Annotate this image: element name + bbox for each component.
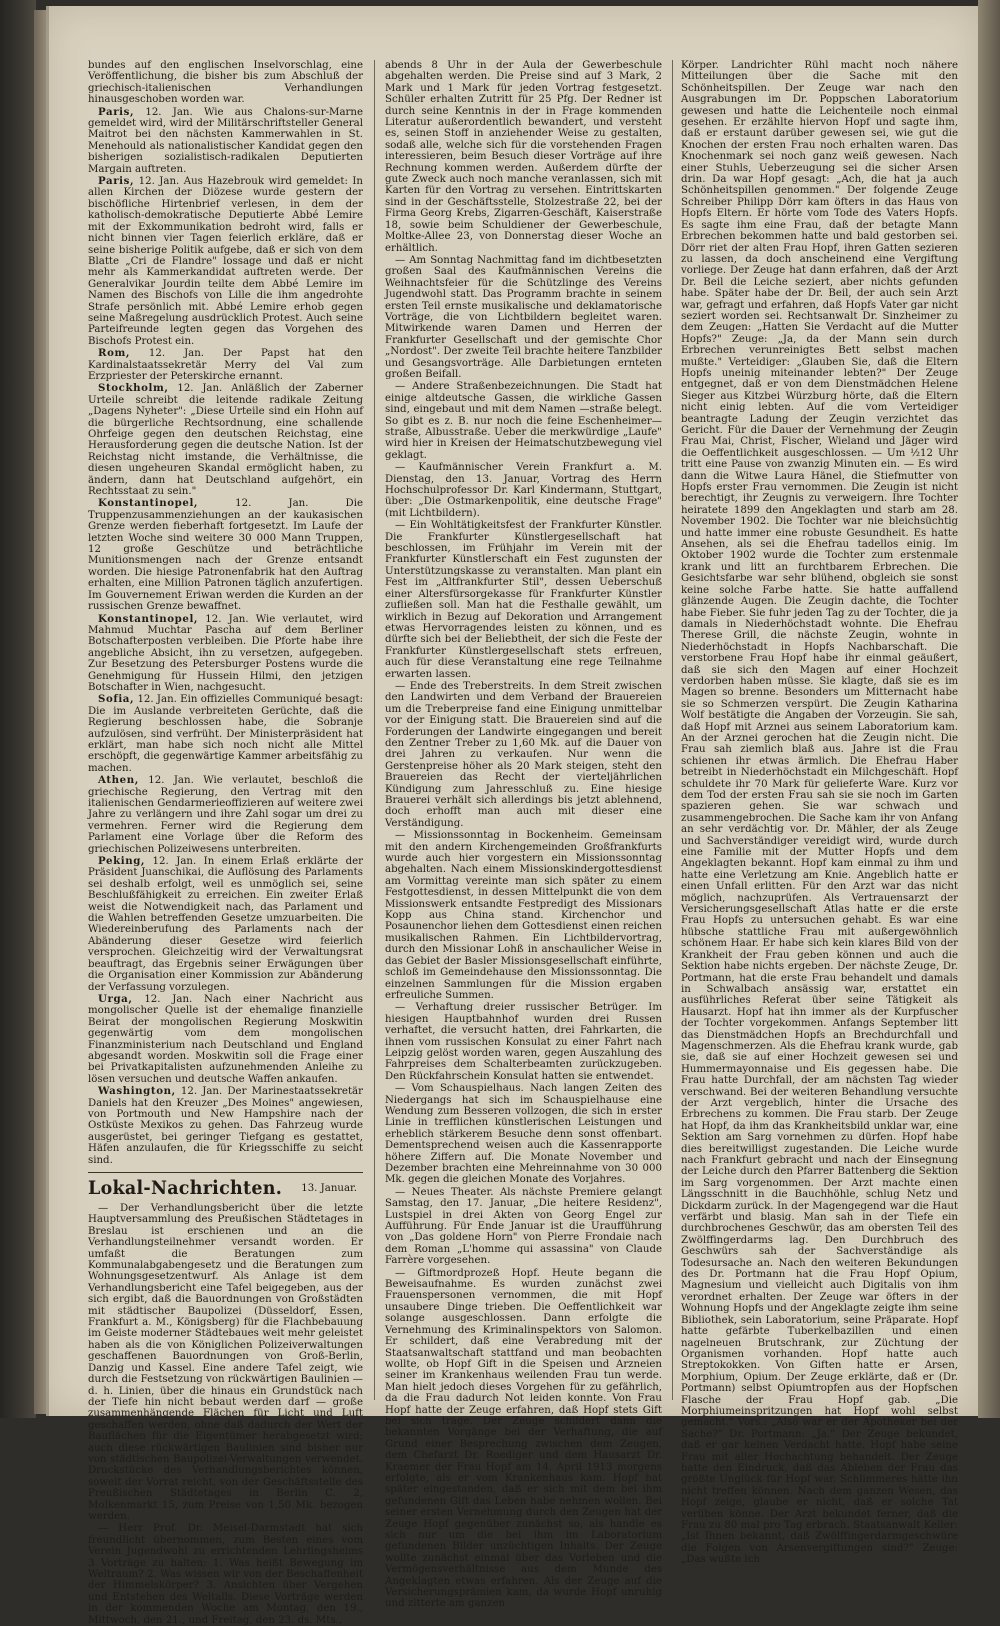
dateline: Sofia, <box>98 693 135 706</box>
news-body: 12. Jan. Ein offizielles Communiqué besagt: Die im Auslande verbreiteten Gerüchte, daß die Regierung beschlossen habe, die Sobranje aufzulösen, sind verfrüht. Der Ministerpräsident hat erklärt, man habe sich noch nicht alle Mittel erschöpft, die gegenwärtige Kammer arbeitsfähig zu machen. <box>88 694 363 774</box>
article-paragraph: — Vom Schauspielhaus. Nach langen Zeiten des Niedergangs hat sich im Schauspielhause eine Wendung zum Besseren vollzogen, die sich in erster Linie in trefflichen künstlerischen Leistungen und erheblich stärkerem Besuche denn sonst offenbart. Dementsprechend weisen auch die Kassenrapporte höhere Ziffern auf. Die Monate November und Dezember brachten eine Mehreinnahme von 30 000 Mk. gegen die gleichen Monate des Vorjahres. <box>385 1083 662 1186</box>
section-date: 13. Januar. <box>301 1183 357 1194</box>
article-paragraph: bundes auf den englischen Inselvorschlag, eine Veröffentlichung, die bisher bis zum Abschluß der griechisch-italienischen Verhandlungen hinausgeschoben worden war. <box>88 60 363 106</box>
article-paragraph: abends 8 Uhr in der Aula der Gewerbeschule abgehalten werden. Die Preise sind auf 3 Mark, 2 Mark und 1 Mark für jeden Vortrag festgesetzt. Schüler erhalten Zutritt für 25 Pfg. Der Redner ist durch seine Kenntnis in der in Frage kommenden Literatur außerordentlich bewandert, und versteht es, seinen Stoff in anziehender Weise zu gestalten, sodaß alle, welche sich für die vorstehenden Fragen interessieren, beim Besuch dieser Vorträge auf ihre Rechnung kommen werden. Außerdem dürfte der gute Zweck auch noch manche veranlassen, sich mit Karten für den Vortrag zu versehen. Eintrittskarten sind in der Geschäftsstelle, Stolzestraße 22, bei der Firma Georg Krebs, Zigarren-Geschäft, Kaiserstraße 18, sowie beim Schuldiener der Gewerbeschule, Moltke-Allee 23, von Donnerstag dieser Woche an erhältlich. <box>385 60 662 254</box>
dateline: Urga, <box>98 992 133 1005</box>
news-body: 12. Jan. Aus Hazebrouk wird gemeldet: In allen Kirchen der Diözese wurde gestern der bischöfliche Hirtenbrief verlesen, in dem der katholisch-demokratische Deputierte Abbé Lemire mit der Exkommunikation bedroht wird, falls er nicht binnen vier Tagen feierlich erkläre, daß er seine bisherige Politik aufgebe, daß er sich von dem Blatte „Cri de Flandre" lossage und daß er nicht mehr als Kammerkandidat auftreten werde. Der Generalvikar Jourdin teilte dem Abbé Lemire im Namen des Bischofs von Lille die ihm angedrohte Strafe persönlich mit. Abbé Lemire erhob gegen seine Maßregelung ausdrücklich Protest. Auch seine Parteifreunde legten gegen das Vorgehen des Bischofs Protest ein. <box>88 176 363 347</box>
dateline: Paris, <box>98 175 135 188</box>
column-1 <box>88 60 363 1626</box>
article-paragraph: — Missionssonntag in Bockenheim. Gemeinsam mit den andern Kirchengemeinden Großfrankfurts wurde auch hier vorgestern ein Missionssonntag abgehalten. Nach einem Missionskindergottesdienst am Vormittag vereinte man sich später zu einem Festgottesdienst, in dessen Mittelpunkt die von dem Missionswerk entsandte Festpredigt des Missionars Kopp aus China stand. Kirchenchor und Posaunenchor liehen dem Gottesdienst einen reichen musikalischen Rahmen. Ein Lichtbildervortrag, durch den Missionar Lohß in anschaulicher Weise in das Gebiet der Basler Missionsgesellschaft einführte, schloß im Gemeindehause den Missionssonntag. Die einzelnen Sammlungen für die Mission ergaben erfreuliche Summen. <box>385 830 662 1001</box>
section-title: Lokal-Nachrichten. <box>88 1177 283 1199</box>
news-item-konstantinopel <box>88 498 363 612</box>
news-body: 12. Jan. Wie aus Chalons-sur-Marne gemeldet wird, wird der Militärschriftsteller General Maitrot bei den nächsten Kammerwahlen in St. Menehould als nationalistischer Kandidat gegen den bisherigen sozialistisch-radikalen Deputierten Margain auftreten. <box>88 106 363 175</box>
article-paragraph: — Verhaftung dreier russischer Betrüger. Im hiesigen Hauptbahnhof wurden drei Russen verhaftet, die versucht hatten, drei Fahrkarten, die ihnen vom russischen Konsulat zu einer Fahrt nach Leipzig gelöst worden waren, gegen Auszahlung des Fahrpreises dem Schalterbeamten zurückzugeben. Den Rückfahrschein Konsulat hatten sie entwendet. <box>385 1002 662 1082</box>
dateline: Konstantinopel, <box>98 612 199 625</box>
dateline: Konstantinopel, <box>98 497 199 510</box>
article-paragraph: — Neues Theater. Als nächste Premiere gelangt Samstag, den 17. Januar, „Die heitere Residenz", Lustspiel in drei Akten von Georg Engel zur Aufführung. Für Ende Januar ist die Uraufführung von „Das goldene Horn" von Pierre Frondaie nach dem Roman „L'homme qui assassina" von Claude Farrère vorgesehen. <box>385 1186 662 1267</box>
article-paragraph: Körper. Landrichter Rühl macht noch nähere Mitteilungen über die Sache mit den Schönheitspillen. Der Zeuge war nach den Ausgrabungen im Dr. Poppschen Laboratorium gewesen und hatte die Leichenteile noch einmal gesehen. Er erzählte hiervon Hopf und sagte ihm, daß er erstaunt darüber gewesen sei, wie gut die Knochen der ersten Frau noch erhalten waren. Das Knochenmark sei noch ganz weiß gewesen. Nach einer Stuhls, Ueberzeugung sei die sicher Arsen drin. Da war Hopf gesagt: „Ach, die hat ja auch Schönheitspillen genommen." Der folgende Zeuge Schreiber Philipp Dörr kam öfters in das Haus von Hopfs Eltern. Er hörte vom Tode des Vaters Hopfs. Es sagte ihm eine Frau, daß der betagte Mann Erbrechen bekommen hatte und bald gestorben sei. Dörr riet der alten Frau Hopf, ihren Gatten sezieren zu lassen, da doch anscheinend eine Vergiftung vorliege. Der Zeuge hat dann erfahren, daß der Arzt Dr. Beil die Leiche seziert, aber nichts gefunden habe. Später habe der Dr. Beil, der auch sein Arzt war, gefragt und erfahren, daß Hopfs Vater gar nicht seziert worden sei. Rechtsanwalt Dr. Sinzheimer zu dem Zeugen: „Hatten Sie Verdacht auf die Mutter Hopfs?" Zeuge: „Ja, da der Mann sein durch Erbrechen verunreinigtes Bett selbst machen mußte." Verteidiger: „Glauben Sie, daß die Eltern Hopfs uneinig miteinander lebten?" Der Zeuge entgegnet, daß er von dem Dienstmädchen Helene Sieger aus Kitzbei Würzburg hörte, daß die Eltern nicht einig lebten. Auf die vom Verteidiger beantragte Ladung der Zeugin verzichtet das Gericht. Für die Dauer der Vernehmung der Zeugin Frau Mai, Christ, Fischer, Wieland und Jäger wird die Oeffentlichkeit ausgeschlossen. — Um ½12 Uhr tritt eine Pause von zwanzig Minuten ein. — Es wird dann die Witwe Laura Hänel, die Stiefmutter von Hopfs erster Frau vernommen. Die Zeugin ist nicht berechtigt, ihr Zeugnis zu verweigern. Ihre Tochter heiratete 1899 den Angeklagten und starb am 28. November 1902. Die Tochter war nie bleichsüchtig und hatte immer eine robuste Gesundheit. Es hatte Ansehen, als sei die Ehefrau tadellos einig. Im Oktober 1902 wurde die Tochter zum erstenmale krank und litt an furchtbarem Erbrechen. Die Gesichtsfarbe war sehr blühend, obgleich sie sonst keine solche Farbe hatte. Sie hatte auffallend glänzende Augen. Die Zeugin dachte, die Tochter habe Fieber. Sie fuhr jeden Tag zu der Tochter, die ja damals in Niederhöchstadt wohnte. Die Ehefrau Therese Grill, die nächste Zeugin, wohnte in Niederhöchstadt in Hopfs Nachbarschaft. Die verstorbene Frau Hopf habe ihr einmal geäußert, daß sie sich den Magen auf einer Hochzeit verdorben haben müsse. Sie klagte, daß sie es im Magen so brenne. Besonders um Mitternacht habe sie so Schmerzen verspürt. Die Zeugin Katharina Wolf bestätigte die Angaben der Vorzeugin. Sie sah, daß Hopf mit Arznei aus seinem Laboratorium kam. An der Arznei gerochen hat die Zeugin nicht. Die Frau sah ziemlich blaß aus. Jahre ist die Frau schienen ihr etwas ärmlich. Die Ehefrau Haber betreibt in Niederhöchstadt ein Milchgeschäft. Hopf schuldete ihr 70 Mark für gelieferte Ware. Kurz vor dem Tod der ersten Frau sah sie sie noch im Garten spazieren gehen. Sie war schwach und zusammengebrochen. Die Sache kam ihr von Anfang an sehr verdächtig vor. Dr. Mähler, der als Zeuge und Sachverständiger vereidigt wird, wurde durch eine Familie mit der Mutter Hopfs und dem Angeklagten bekannt. Hopf kam einmal zu ihm und hatte eine Verletzung am Knie. Angeblich hatte er einen Unfall erlitten. Für den Arzt war das nicht möglich, nachzuprüfen. Als Vertrauensarzt der Versicherungsgesellschaft Atlas hatte er die erste Frau Hopfs zu untersuchen gehabt. Es war eine hübsche stattliche Frau mit außergewöhnlich schönem Haar. Er habe sich kein klares Bild von der Krankheit der Frau geben können und auch die Sektion habe nichts ergeben. Der nächste Zeuge, Dr. Portmann, hat die erste Frau behandelt und damals in Schwalbach ansässig war, erstattet ein ausführliches Referat über seine Tätigkeit als Hausarzt. Hopf hat ihn immer als der Kurpfuscher der Tochter vorgekommen. Anfangs September litt das Dienstmädchen Hopfs an Brechdurchfall und Magenschmerzen. Als die Ehefrau krank wurde, gab sie, daß sie auf einer Hochzeit gewesen sei und Hummermayonnaise und Eis gegessen habe. Die Frau hatte Durchfall, der am nächsten Tag wieder verschwand. Bei der weiteren Behandlung versuchte der Arzt vergeblich, hinter die Ursache des Erbrechens zu kommen. Die Frau starb. Der Zeuge hat Hopf, da ihm das Krankheitsbild unklar war, eine Sektion am Sarg vornehmen zu dürfen. Hopf habe dies bereitwilligst zugestanden. Die Leiche wurde nach Frankfurt gebracht und nach der Einsegnung der Leiche durch den Pfarrer Battenberg die Sektion im Sarg vorgenommen. Der Arzt machte einen Längsschnitt in die Bauchhöhle, schlug Netz und Dickdarm zurück. In der Magengegend war die Haut verfärbt und blasig. Man sah in der Tiefe ein durchbrochenes Geschwür, das am obersten Teil des Zwölffingerdarms lag. Den Durchbruch des Geschwürs sah der Sachverständige als Todesursache an. Nach den weiteren Bekundungen des Dr. Portmann hat die Frau Hopf Opium, Magnesium und vielleicht auch Digitalis von ihm verordnet erhalten. Der Zeuge war öfters in der Wohnung Hopfs und der Angeklagte zeigte ihm seine Bibliothek, sein Laboratorium, seine Präparate. Hopf hatte gefärbte Tuberkelbazillen und einen nagelneuen Brutschrank, zur Züchtung der Organismen vorhanden. Hopf hatte auch Streptokokken. Von Giften hatte er Arsen, Morphium, Opium. Der Zeuge erklärte, daß er (Dr. Portmann) selbst Opiumtropfen aus der Hopfschen Flasche der Frau Hopf gab. „Die Morphiumeinspritzungen hat Hopf wohl selbst gemacht." Vors.: „Also war er der Apotheker bei der Sache?" Dr. Portmann: „Ja." Der Zeuge bekundet, daß er gar keinen Verdacht hatte. Hopf habe seine Frau mit aller Hochachtung behandelt. Der Zeuge hatte den Eindruck, daß das Ableben der Frau das größte Unglück für Hopf war. Schlimmeres hätte ihn nicht treffen können. Nach dem ganzen Wesen, das Hopf zeige, glaube er nicht, daß er solche Tat verüben könne. Der Arzt bekundet ferner, daß die Frau zu 80 mal pro Tag erbrach. Staatsanwalt Keller: „Ist Ihnen bekannt, daß Zwölffingerdarmgeschwüre die Folgen von Arsenvergiftungen sind?" Zeuge: „Das wußte ich <box>681 60 958 1566</box>
section-header <box>88 1172 363 1199</box>
news-item-stockholm <box>88 383 363 497</box>
news-item-konstantinopel <box>88 614 363 694</box>
news-body: 12. Jan. Die Truppenzusammenziehungen an der kaukasischen Grenze werden fieberhaft fortgesetzt. Im Laufe der letzten Woche sind weitere 30 000 Mann Truppen, 12 große Geschütze und beträchtliche Munitionsmengen nach der Grenze entsandt worden. Die hiesige Patronenfabrik hat den Auftrag erhalten, eine Million Patronen täglich anzufertigen. Im Gouvernement Eriwan werden die Kurden an der russischen Grenze bewaffnet. <box>88 498 363 613</box>
news-item-paris <box>88 107 363 175</box>
news-body: 12. Jan. Nach einer Nachricht aus mongolischer Quelle ist der ehemalige finanzielle Beirat der mongolischen Regierung Moskwitin gegenwärtig vom dem mongolischen Finanzministerium nach Deutschland und England abgesandt worden. Moskwitin soll die Frage einer bei Privatkapitalisten aufzunehmenden Anleihe zu lösen versuchen und deutsche Waffen ankaufen. <box>88 993 363 1085</box>
dateline: Athen, <box>98 774 139 787</box>
news-item-rom <box>88 348 363 382</box>
news-item-athen <box>88 775 363 855</box>
news-body: 12. Jan. Anläßlich der Zaberner Urteile schreibt die leitende radikale Zeitung „Dagens Nyheter": „Diese Urteile sind ein Hohn auf die bürgerliche Rechtsordnung, eine schallende Ohrfeige gegen den deutschen Reichstag, eine Herausforderung gegen die deutsche Nation. Ist der Reichstag nicht imstande, die Verhältnisse, die diesen ungeheuren Skandal ermöglicht haben, zu ändern, dann hat Deutschland aufgehört, ein Rechtsstaat zu sein." <box>88 383 363 498</box>
news-item-sofia <box>88 694 363 774</box>
column-rule <box>374 60 375 1400</box>
news-body: 12. Jan. Wie verlautet, wird Mahmud Muchtar Pascha auf dem Berliner Botschafterposten verbleiben. Die Pforte habe ihre angebliche Absicht, ihn zu versetzen, aufgegeben. Zur Besetzung des Petersburger Postens wurde die Genehmigung für Hussein Hilmi, den jetzigen Botschafter in Wien, nachgesucht. <box>88 613 363 693</box>
news-body: 12. Jan. Der Papst hat den Kardinalstaatssekretär Merry del Val zum Erzpriester der Peterskirche ernannt. <box>88 348 363 382</box>
book-binding <box>0 0 36 1418</box>
news-body: 12. Jan. In einem Erlaß erklärte der Präsident Juanschikai, die Auflösung des Parlaments sei deshalb erfolgt, weil es unmöglich sei, seine Beschlußfähigkeit zu erreichen. Ein zweiter Erlaß weist die Notwendigkeit nach, das Parlament und die Wahlen betreffenden Gesetze umzuarbeiten. Die Wiedereinberufung des Parlaments nach der Abänderung dieser Gesetze wird feierlich versprochen. Gleichzeitig wird der Verwaltungsrat beauftragt, das Ergebnis seiner Erwägungen über die Organisation einer Kommission zur Abänderung der Verfassung vorzulegen. <box>88 856 363 993</box>
article-paragraph: — Am Sonntag Nachmittag fand im dichtbesetzten großen Saal des Kaufmännischen Vereins die Weihnachtsfeier für die Schützlinge des Vereins Jugendwohl statt. Das Programm brachte in seinem ersten Teil ernste musikalische und deklamatorische Vorträge, die von Lichtbildern begleitet waren. Mitwirkende waren Damen und Herren der Frankfurter Gesellschaft und der gemischte Chor „Nordost". Der zweite Teil brachte heitere Tanzbilder und Gesangsvorträge. Alle Darbietungen ernteten großen Beifall. <box>385 254 662 380</box>
article-paragraph: — Ende des Treberstreits. In dem Streit zwischen den Landwirten und dem Verband der Brauereien um die Treberpreise fand eine Einigung unmittelbar vor der Einigung statt. Die Brauereien sind auf die Forderungen der Landwirte eingegangen und bereit den Zentner Treber zu 1,60 Mk. auf die Dauer von drei Jahren zu verkaufen. Nur wenn die Gerstenpreise höher als 20 Mark steigen, steht den Brauereien das Recht der vierteljährlichen Kündigung zum Jahresschluß zu. Eine hiesige Brauerei verhält sich allerdings bis jetzt ablehnend, doch erhofft man auch mit dieser eine Verständigung. <box>385 680 662 829</box>
column-rule <box>672 60 673 1400</box>
news-item-urga <box>88 994 363 1085</box>
news-item-washington <box>88 1086 363 1166</box>
article-paragraph: — Der Verhandlungsbericht über die letzte Hauptversammlung des Preußischen Städtetages in Breslau ist erschienen und an die Verhandlungsteilnehmer versandt worden. Er umfaßt die Beratungen zum Kommunalabgabengesetz und die Beratungen zum Wohnungsgesetzentwurf. Als Anlage ist dem Verhandlungsbericht eine Tafel beigegeben, aus der sich ergibt, daß die Bauordnungen von Großstädten mit städtischer Baupolizei (Düsseldorf, Essen, Frankfurt a. M., Königsberg) für die Flachbebauung im Geiste moderner Städtebaues weit mehr geleistet haben als die von Königlichen Polizeiverwaltungen geschaffenen Bauordnungen von Groß-Berlin, Danzig und Kassel. Eine andere Tafel zeigt, wie durch die Festsetzung von rückwärtigen Baulinien — d. h. Linien, über die hinaus ein Grundstück nach der Tiefe hin nicht bebaut werden darf — große zusammenhängende Flächen für Licht und Luft geschaffen werden, ohne daß dadurch der Wert der Bauflächen für die Eigentümer herabgesetzt wird; auch diese rückwärtigen Baulinien sind bisher nur von städtischen Baupolizei-Verwaltungen verwendet. Druckstücke des Verhandlungsberichtes können, soweit der Vorrat reicht, von der Geschäftsstelle des Preußischen Städtetages in Berlin C. 2, Molkenmarkt 15, zum Preise von 1,50 Mk. bezogen werden. <box>88 1203 363 1522</box>
news-body: 12. Jan. Der Marinestaatssekretär Daniels hat den Kreuzer „Des Moines" angewiesen, von Portmouth und New Hampshire nach der Ostküste Mexikos zu gehen. Das Fahrzeug wurde ausgerüstet, bei geringer Tiefgang es gestattet, Häfen anzulaufen, die für Kriegsschiffe zu seicht sind. <box>88 1086 363 1166</box>
next-page-edge <box>978 0 1000 1418</box>
column-3 <box>681 60 958 1566</box>
article-paragraph: — Herr Prof. Dr. Meisel-Darmstadt hat sich freundlicht übernommen, zum Besten eines vom Verein Jugendwohl zu errichtenden Lehrlingsheims 3 Vorträge zu halten: 1. Was heißt Bewegung im Weltraum? 2. Was wissen wir von der Beschaffenheit der Himmelskörper? 3. Ansichten über Vergehen und Entstehen des Weltalls. Diese Vorträge werden in der kommenden Woche am Montag, den 19., Mittwoch, den 21., und Freitag, den 23. ds. Mts., <box>88 1523 363 1626</box>
news-item-paris <box>88 176 363 347</box>
dateline: Paris, <box>98 105 135 118</box>
article-paragraph: — Kaufmännischer Verein Frankfurt a. M. Dienstag, den 13. Januar, Vortrag des Herrn Hochschulprofessor Dr. Karl Kindermann, Stuttgart, über: „Die Ostmarkenpolitik, eine deutsche Frage" (mit Lichtbildern). <box>385 462 662 519</box>
dateline: Rom, <box>98 347 130 360</box>
column-2 <box>385 60 662 1610</box>
news-item-peking <box>88 856 363 993</box>
news-body: 12. Jan. Wie verlautet, beschloß die griechische Regierung, den Vertrag mit den italienischen Gendarmerieoffizieren auf weitere zwei Jahre zu verlängern und ihre Zahl sogar um drei zu vermehren. Ferner wird die Regierung dem Parlament eine Vorlage über die Reform des griechischen Polizeiwesens unterbreiten. <box>88 775 363 855</box>
page-fold <box>46 6 49 1416</box>
article-paragraph: — Andere Straßenbezeichnungen. Die Stadt hat einige altdeutsche Gassen, die wirkliche Gassen sind, eingebaut und mit dem Namen —straße belegt. So gibt es z. B. nur noch die feine Eschenheimer—straße, Albusstraße. Ueber die merkwürdige „Laufe" wird hier in Kreisen der Heimatschutzbewegung viel geklagt. <box>385 381 662 461</box>
dateline: Washington, <box>98 1085 176 1098</box>
text-columns <box>88 60 958 1626</box>
article-paragraph: — Ein Wohltätigkeitsfest der Frankfurter Künstler. Die Frankfurter Künstlergesellschaft hat beschlossen, im Frühjahr im Verein mit der Frankfurter Künstlerschaft ein Fest zugunsten der Unterstützungskasse zu veranstalten. Man plant ein Fest im „Altfrankfurter Stil", dessen Ueberschuß einer Altersfürsorgekasse für Frankfurter Künstler zufließen soll. Man hat die Festhalle gewählt, um wirklich in Bezug auf Dekoration und Arrangement etwas Hervorragendes leisten zu können, und es dürfte sich bei der Beliebtheit, der sich die Feste der Frankfurter Künstlergesellschaft stets erfreuen, auch für diese Veranstaltung eine rege Teilnahme erwarten lassen. <box>385 520 662 680</box>
dateline: Stockholm, <box>98 382 169 395</box>
dateline: Peking, <box>98 855 146 868</box>
article-paragraph: — Giftmordprozeß Hopf. Heute begann die Beweisaufnahme. Es wurden zunächst zwei Frauenspersonen vernommen, die mit Hopf unsaubere Dinge trieben. Die Oeffentlichkeit war solange ausgeschlossen. Dann erfolgte die Vernehmung des Kriminalinspektors von Salomon. Er schildert, daß eine Verabredung mit der Staatsanwaltschaft stattfand und man beobachten wollte, ob Hopf Gift in die Speisen und Arzneien seiner im Krankenhaus weilenden Frau tun werde. Man hielt jedoch dieses Vorgehen für zu gefährlich, da die Frau dadurch Not leiden konnte. Von Frau Hopf hatte der Zeuge erfahren, daß Hopf stets Gift bei sich trage. Der Zeuge schildert dann die bekannten Vorgänge bei der Verhaftung, die auf Grund einer Besprechung zwischen dem Zeugen, dem Chefarzt Dr. Roediger und dem Hausarzt Dr. Kraemer der Frau Hopf am 14. April 1913 morgens erfolgte, als er vom Krankenhaus kam. Hopf hat später eingestanden, daß er sich mit dem bei ihm gefundenen Gift das Leben habe nehmen wollen. Bei seiner ersten Vernehmung durch den Zeugen hat der Zeuge Hopf gegenüber zunächst so, als handle es sich nur um die bei ihm im Laboratorium gefundenen Bilder unzüchtigen Inhalts. Der Zeuge wollte zunächst einmal über das Vorleben und die Vermögensverhältnisse aus dem Munde des Angeklagten etwas erfahren. Als der Zeuge auf die Versicherungsprämien kam, da wurde Hopf unruhig und zitterte am ganzen <box>385 1267 662 1610</box>
